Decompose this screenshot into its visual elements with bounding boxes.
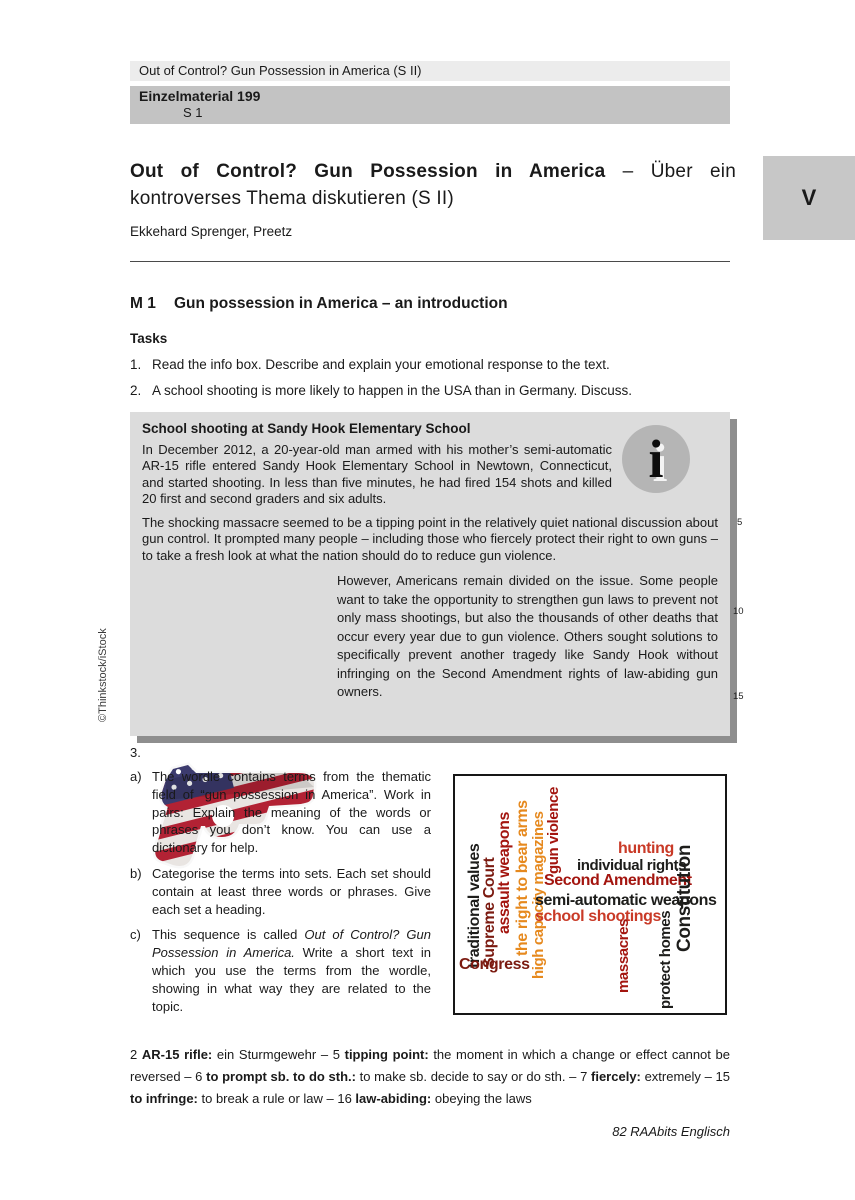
subtask-label: a) [130, 769, 142, 784]
footnote-text: the moment in which a change or effect cannot be reversed – 6 [130, 1047, 730, 1084]
wordle-word: massacres [615, 919, 632, 993]
material-label: Einzelmaterial 199 [139, 88, 261, 104]
task-number: 2. [130, 383, 142, 398]
subtask-label: c) [130, 927, 141, 943]
wordle-image [453, 774, 727, 1015]
chapter-tab-letter: V [801, 185, 817, 210]
author-line: Ekkehard Sprenger, Preetz [130, 224, 293, 239]
info-icon-glyph: i [648, 429, 664, 489]
subtask-b [130, 865, 431, 918]
wordle-word: school shootings [535, 908, 662, 925]
subtask-text: The wordle contains terms from the thematic field of “gun possession in America”. Work in pairs: Explain the meaning of the words or phrases you don’t know. You can use a dictionary for help. [152, 769, 431, 856]
subtask-c-title: Out of Control? Gun Possession in America. [152, 927, 431, 961]
footnote-text: to make sb. decide to say or do sth. – 7 [355, 1069, 592, 1084]
footnote-term: tipping point: [344, 1047, 429, 1062]
vocabulary-footnotes [130, 1044, 730, 1110]
wordle-word: hunting [618, 840, 674, 857]
m1-heading [130, 295, 508, 313]
wordle-word: individual rights [577, 857, 687, 874]
tasks-label: Tasks [130, 331, 168, 346]
wordle-word: high capacity magazines [530, 811, 547, 979]
page-title-subtitle: – Über ein kontroverses Thema diskutieren (S II) [130, 161, 736, 209]
info-box-title: School shooting at Sandy Hook Elementary School [142, 421, 471, 436]
footnote-term: fiercely: [591, 1069, 641, 1084]
footnote-term: to prompt sb. to do sth.: [206, 1069, 356, 1084]
wordle-word: Supreme Court [481, 857, 498, 968]
info-box-paragraph-2: The shocking massacre seemed to be a tipping point in the relatively quiet national discussion about gun control. It prompted many people – including those who fiercely protect their right to own guns – to take a fresh look at what the nation should do to reduce gun violence. [142, 515, 718, 563]
chapter-tab [763, 156, 855, 240]
wordle-word: Congress [459, 956, 530, 973]
footnote-text: extremely – 15 [640, 1069, 730, 1084]
task-number: 1. [130, 357, 142, 372]
task-3-number: 3. [130, 745, 141, 760]
subtask-c-post: Write a short text in which you use the terms from the wordle, showing in what way they are related to the topic. [152, 945, 431, 1014]
material-page-label: S 1 [183, 105, 203, 120]
task-item [130, 383, 734, 398]
footnote-text: to break a rule or law – 16 [197, 1091, 356, 1106]
footnote-term: to infringe: [130, 1091, 198, 1106]
task-item [130, 357, 734, 372]
line-number-5: 5 [737, 517, 743, 528]
footnote-text: obeying the laws [431, 1091, 532, 1106]
material-header-bar [130, 86, 730, 124]
footnote-term: law-abiding: [355, 1091, 432, 1106]
wordle-word: Second Amendment [544, 872, 692, 889]
wordle-word: protect homes [657, 910, 674, 1009]
m1-label: M 1 [130, 295, 156, 312]
wordle-word: assault weapons [496, 811, 513, 934]
task-text: Read the info box. Describe and explain your emotional response to the text. [152, 357, 610, 372]
line-number-15: 15 [733, 691, 744, 702]
footnote-text: ein Sturmgewehr – 5 [212, 1047, 345, 1062]
subtask-a [130, 768, 431, 857]
m1-heading-text: Gun possession in America – an introduction [174, 295, 508, 312]
footnote-text: 2 [130, 1047, 142, 1062]
wordle-word: semi-automatic weapons [535, 892, 717, 909]
line-number-10: 10 [733, 606, 744, 617]
wordle-word: gun violence [545, 787, 562, 874]
wordle-word: traditional values [466, 843, 483, 968]
info-box [130, 412, 730, 736]
subtask-c-pre: This sequence is called [152, 927, 305, 943]
page-title [130, 158, 736, 212]
subtask-text [152, 926, 431, 1015]
divider-rule [130, 261, 730, 262]
page-title-main: Out of Control? Gun Possession in America [130, 161, 606, 182]
wordle-word: Constitution [674, 844, 695, 952]
wordle-word: the right to bear arms [514, 800, 531, 956]
info-icon [622, 425, 690, 493]
subtask-text: Categorise the terms into sets. Each set should contain at least three words or phrases. Give each set a heading. [152, 865, 431, 917]
image-credit: ©Thinkstock/iStock [97, 628, 109, 722]
footnote-term: AR-15 rifle: [141, 1047, 213, 1062]
running-header-bar: Out of Control? Gun Possession in America (S II) [130, 61, 730, 81]
info-box-paragraph-3: However, Americans remain divided on the issue. Some people want to take the opportunity to strengthen gun laws to prevent not only mass shootings, but also the thousands of other deaths that occur every year due to gun violence. Others sought solutions to specifically prevent another tragedy like Sandy Hook without infringing on the Second Amendment rights of law-abiding gun owners. [337, 573, 718, 700]
page-footer: 82 RAAbits Englisch [612, 1124, 730, 1139]
task-text: A school shooting is more likely to happen in the USA than in Germany. Discuss. [152, 383, 632, 398]
subtask-c [130, 926, 431, 1015]
task-3-subtasks [130, 768, 431, 1023]
info-box-paragraph-1: In December 2012, a 20-year-old man armed with his mother’s semi-automatic AR-15 rifle entered Sandy Hook Elementary School in Newtown, Connecticut, and started shooting. In less than five minutes, he had fired 154 shots and killed 20 first and second graders and six adults. [142, 442, 612, 506]
subtask-label: b) [130, 865, 142, 881]
